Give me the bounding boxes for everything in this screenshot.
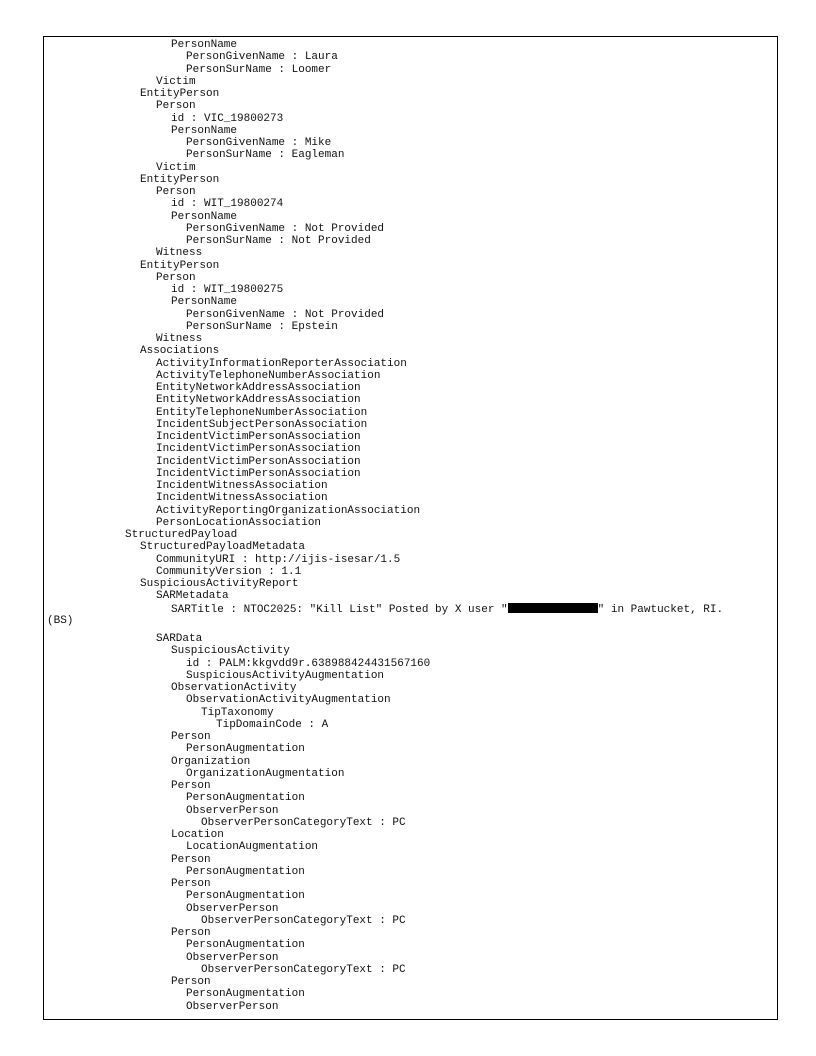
sar-title-text: SARTitle : NTOC2025: "Kill List" Posted by X user " — [171, 603, 508, 616]
doc-line: Person — [171, 927, 211, 939]
doc-line: Person — [156, 100, 196, 113]
doc-line: ObserverPersonCategoryText : PC — [201, 816, 406, 829]
doc-line: id : WIT_19800275 — [171, 284, 284, 296]
doc-line: PersonAugmentation — [186, 865, 305, 878]
doc-line: PersonAugmentation — [186, 890, 305, 903]
doc-line: PersonAugmentation — [186, 743, 305, 756]
doc-line: PersonSurName : Not Provided — [186, 235, 371, 247]
doc-line: EntityPerson — [140, 259, 220, 272]
doc-line: EntityPerson — [140, 88, 220, 100]
doc-line: Person — [171, 780, 211, 792]
doc-line: OrganizationAugmentation — [186, 767, 345, 780]
doc-line: id : VIC_19800273 — [171, 112, 284, 125]
doc-line: Associations — [140, 345, 220, 358]
doc-line: id : PALM:kkgvdd9r.638988424431567160 — [186, 657, 431, 670]
doc-line: LocationAugmentation — [186, 841, 319, 854]
doc-line: PersonGivenName : Mike — [186, 137, 332, 149]
doc-line: id : WIT_19800274 — [171, 198, 284, 211]
doc-line: IncidentWitnessAssociation — [156, 480, 328, 492]
doc-line: SuspiciousActivityReport — [140, 578, 299, 590]
doc-line: Location — [171, 829, 224, 841]
doc-line: ObserverPerson — [186, 902, 279, 915]
doc-line: SARData — [156, 633, 203, 645]
doc-line: IncidentVictimPersonAssociation — [156, 455, 361, 468]
doc-line: ObserverPerson — [186, 1000, 279, 1013]
sar-title-text-end: " in Pawtucket, RI. — [597, 603, 724, 616]
doc-line: PersonName — [171, 296, 238, 309]
doc-line: PersonLocationAssociation — [156, 516, 322, 529]
doc-line: EntityNetworkAddressAssociation — [156, 394, 361, 407]
doc-line: TipTaxonomy — [201, 706, 274, 719]
doc-line: IncidentSubjectPersonAssociation — [156, 418, 368, 431]
doc-line: PersonAugmentation — [186, 988, 305, 1001]
doc-line: Victim — [156, 75, 196, 88]
doc-line: EntityPerson — [140, 173, 220, 186]
doc-line: ActivityInformationReporterAssociation — [156, 357, 407, 370]
doc-line: PersonSurName : Eagleman — [186, 149, 345, 162]
doc-line: SuspiciousActivity — [171, 645, 290, 658]
doc-line: Person — [171, 731, 211, 743]
doc-line: PersonAugmentation — [186, 939, 305, 952]
doc-line: (BS) — [47, 614, 74, 627]
doc-line: PersonSurName : Epstein — [186, 320, 338, 333]
doc-line: PersonName — [171, 210, 238, 223]
doc-line: ObservationActivity — [171, 682, 297, 694]
doc-line: IncidentVictimPersonAssociation — [156, 431, 361, 443]
doc-line: ActivityTelephoneNumberAssociation — [156, 369, 381, 382]
doc-line: ObserverPerson — [186, 951, 279, 964]
doc-line: Person — [156, 186, 196, 198]
doc-line: PersonGivenName : Not Provided — [186, 308, 385, 321]
doc-line: Witness — [156, 247, 203, 260]
sar-title-line — [0, 603, 816, 615]
doc-line: SARMetadata — [156, 590, 229, 603]
doc-line: PersonName — [171, 124, 238, 137]
doc-line: ObserverPersonCategoryText : PC — [201, 914, 406, 927]
doc-line: StructuredPayloadMetadata — [140, 541, 306, 554]
doc-line: EntityNetworkAddressAssociation — [156, 382, 361, 394]
doc-line: StructuredPayload — [125, 529, 238, 541]
doc-line: CommunityVersion : 1.1 — [156, 565, 302, 578]
doc-line: IncidentVictimPersonAssociation — [156, 443, 361, 456]
doc-line: PersonName — [171, 39, 238, 51]
doc-line: SuspiciousActivityAugmentation — [186, 669, 385, 682]
doc-line: ObserverPerson — [186, 804, 279, 817]
doc-line: IncidentWitnessAssociation — [156, 492, 328, 505]
doc-line: PersonAugmentation — [186, 792, 305, 805]
doc-line: ObserverPersonCategoryText : PC — [201, 963, 406, 976]
document-body — [0, 39, 816, 1013]
redaction-block — [508, 603, 598, 613]
doc-line: IncidentVictimPersonAssociation — [156, 467, 361, 480]
doc-line: Person — [156, 271, 196, 284]
doc-line: EntityTelephoneNumberAssociation — [156, 406, 368, 419]
doc-line: Person — [171, 853, 211, 866]
doc-line: ActivityReportingOrganizationAssociation — [156, 504, 421, 517]
doc-line: TipDomainCode : A — [216, 718, 329, 731]
doc-line: PersonGivenName : Laura — [186, 51, 338, 64]
doc-line: Organization — [171, 755, 251, 768]
doc-line: PersonSurName : Loomer — [186, 63, 332, 76]
doc-line: Victim — [156, 161, 196, 174]
doc-line: CommunityURI : http://ijis-isesar/1.5 — [156, 553, 401, 566]
doc-line: ObservationActivityAugmentation — [186, 694, 391, 707]
doc-line: Person — [171, 976, 211, 988]
doc-line: Person — [171, 878, 211, 890]
doc-line: Witness — [156, 333, 203, 345]
doc-line: PersonGivenName : Not Provided — [186, 222, 385, 235]
